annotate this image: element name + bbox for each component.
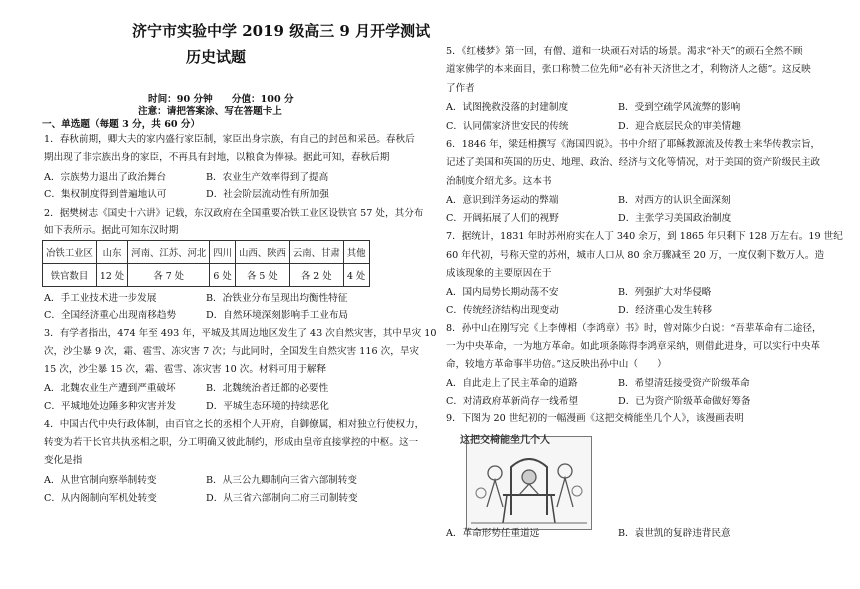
option-b: B．希望清廷接受资产阶级革命 [618,378,750,389]
question-line: 转变为若干长官共执丞相之职，分工明确又彼此制约，形成由皇帝直接掌控的中枢。这一 [44,437,419,448]
option-c: C．平城地处边陲多种灾害并发 [44,401,177,412]
question-line: 成该现象的主要原因在于 [446,268,552,279]
option-c: C．集权制度得到普遍地认可 [44,189,167,200]
table-cell: 各 7 处 [128,264,210,287]
option-d: D．平城生态环境的持续恶化 [206,401,329,412]
question-line: 6．1846 年，梁廷枏撰写《海国四说》。书中介绍了耶稣教源流及传教士来华传教宗旨， [446,139,821,150]
option-a: A．从世官制向察举制转变 [44,475,157,486]
option-b: B．冶铁业分布呈现出均衡性特征 [206,293,348,304]
option-b: B．受到空疏学风流弊的影响 [618,102,741,113]
table-cell: 铁官数目 [43,264,97,287]
option-d: D．经济重心发生转移 [618,305,713,316]
table-cell: 6 处 [210,264,236,287]
table-cell: 12 处 [96,264,127,287]
exam-subtitle: 历史试题 [186,48,247,66]
table-cell: 山西、陕西 [235,241,289,264]
option-d: D．社会阶层流动性有所加强 [206,189,329,200]
option-a: A．自此走上了民主革命的道路 [446,378,578,389]
option-d: D．从三省六部制向二府三司制转变 [206,493,358,504]
question-line: 3．有学者指出，474 年至 493 年，平城及其周边地区发生了 43 次自然灾害，其中旱灾 10 [44,328,437,339]
question-line: 4．中国古代中央行政体制，由百官之长的丞相个人开府，自御僚属，相对独立行使权力， [44,419,425,430]
option-c: C．对清政府革新尚存一线希望 [446,396,579,407]
question-line: 60 年代初，号称天堂的苏州，城市人口从 80 余万骤减至 20 万，一度仅剩下数万人。造 [446,250,825,261]
exam-title: 济宁市实验中学 2019 级高三 9 月开学测试 [132,22,431,40]
option-c: C．传统经济结构出现变动 [446,305,559,316]
option-b: B．北魏统治者迁都的必要性 [206,383,329,394]
question-line: 5．《红楼梦》第一回，有僧、道和一块顽石对话的场景。渴求“补天”的顽石全然不顾 [446,46,803,57]
option-a: A．宗族势力退出了政治舞台 [44,172,167,183]
table-row [43,241,370,264]
option-c: C．开阔拓展了人们的视野 [446,213,559,224]
option-b: B．列强扩大对华侵略 [618,287,712,298]
option-d: D．迎合底层民众的审美情趣 [618,121,741,132]
option-c: C．从内阁制向军机处转变 [44,493,157,504]
question-line: 期出现了非宗族出身的家臣，不再具有封地，以粮食为俸禄。据此可知，春秋后期 [44,152,390,163]
option-d: D．自然环境深刻影响手工业布局 [206,310,349,321]
table-cell: 四川 [210,241,236,264]
question-line: 如下表所示。据此可知东汉时期 [44,225,179,236]
iron-office-table [42,240,370,287]
table-row [43,264,370,287]
option-c: C．认同儒家济世安民的传统 [446,121,569,132]
option-a: A．手工业技术进一步发展 [44,293,157,304]
question-line: 道家佛学的本来面目，张口称赞二位先师“必有补天济世之才，利物济人之德”。这反映 [446,64,811,75]
option-a: A．革命形势任重道远 [446,528,540,539]
option-a: A．试图挽救没落的封建制度 [446,102,569,113]
cartoon-caption: 这把交椅能坐几个人 [460,435,550,446]
exam-notice: 注意：请把答案涂、写在答题卡上 [138,106,282,117]
option-c: C．全国经济重心出现南移趋势 [44,310,177,321]
option-d: D．主张学习美国政治制度 [618,213,732,224]
question-line: 7．据统计，1831 年时苏州府实在人丁 340 余万，到 1865 年只剩下 128 万左右。19 世纪 [446,231,843,242]
table-cell: 其他 [343,241,369,264]
cartoon-image [466,436,592,530]
exam-meta: 时间：90 分钟 分值：100 分 [148,94,294,105]
table-cell: 云南、甘肃 [289,241,343,264]
option-b: B．从三公九卿制向三省六部制转变 [206,475,357,486]
table-cell: 4 处 [343,264,369,287]
option-b: B．农业生产效率得到了提高 [206,172,329,183]
table-cell: 河南、江苏、河北 [128,241,210,264]
option-a: A．北魏农业生产遭到严重破坏 [44,383,176,394]
question-line: 变化是指 [44,455,83,466]
question-line: 9．下图为 20 世纪初的一幅漫画《这把交椅能坐几个人》，该漫画表明 [446,413,744,424]
table-cell: 各 2 处 [289,264,343,287]
question-line: 15 次，沙尘暴 15 次，霜、雹雪、冻灾害 10 次。材料可用于解释 [44,364,327,375]
table-cell: 山东 [96,241,127,264]
question-line: 记述了美国和英国的历史、地理、政治、经济与文化等情况，对于美国的资产阶级民主政 [446,157,821,168]
question-line: 了作者 [446,83,475,94]
cartoon-drawing [467,437,591,529]
option-b: B．对西方的认识全面深刻 [618,195,731,206]
section-heading: 一、单选题（每题 3 分，共 60 分） [42,119,201,130]
question-line: 一为中央革命，一为地方革命。如此项条陈得李鸿章采纳，则借此进身，可以实行中央革 [446,341,821,352]
question-line: 命，较地方革命事半功倍。”这反映出孙中山（ ） [446,359,667,370]
table-cell: 各 5 处 [235,264,289,287]
table-cell: 冶铁工业区 [43,241,97,264]
question-line: 2．据樊树志《国史十六讲》记载，东汉政府在全国重要冶铁工业区设铁官 57 处，其分布 [44,208,424,219]
question-line: 1．春秋前期，卿大夫的家内盛行家臣制，家臣出身宗族，有自己的封邑和采邑。春秋后 [44,134,415,145]
question-line: 次，沙尘暴 9 次，霜、雹雪、冻灾害 7 次；与此同时，全国发生自然灾害 116 次，旱灾 [44,346,420,357]
option-b: B．袁世凯的复辟违背民意 [618,528,731,539]
question-line: 治制度介绍尤多。这本书 [446,176,552,187]
option-a: A．意识到洋务运动的弊端 [446,195,559,206]
option-a: A．国内局势长期动荡不安 [446,287,559,298]
question-line: 8．孙中山在刚写完《上李傅相（李鸿章）书》时，曾对陈少白说：“吾辈革命有二途径， [446,323,822,334]
option-d: D．已为资产阶级革命做好筹备 [618,396,751,407]
